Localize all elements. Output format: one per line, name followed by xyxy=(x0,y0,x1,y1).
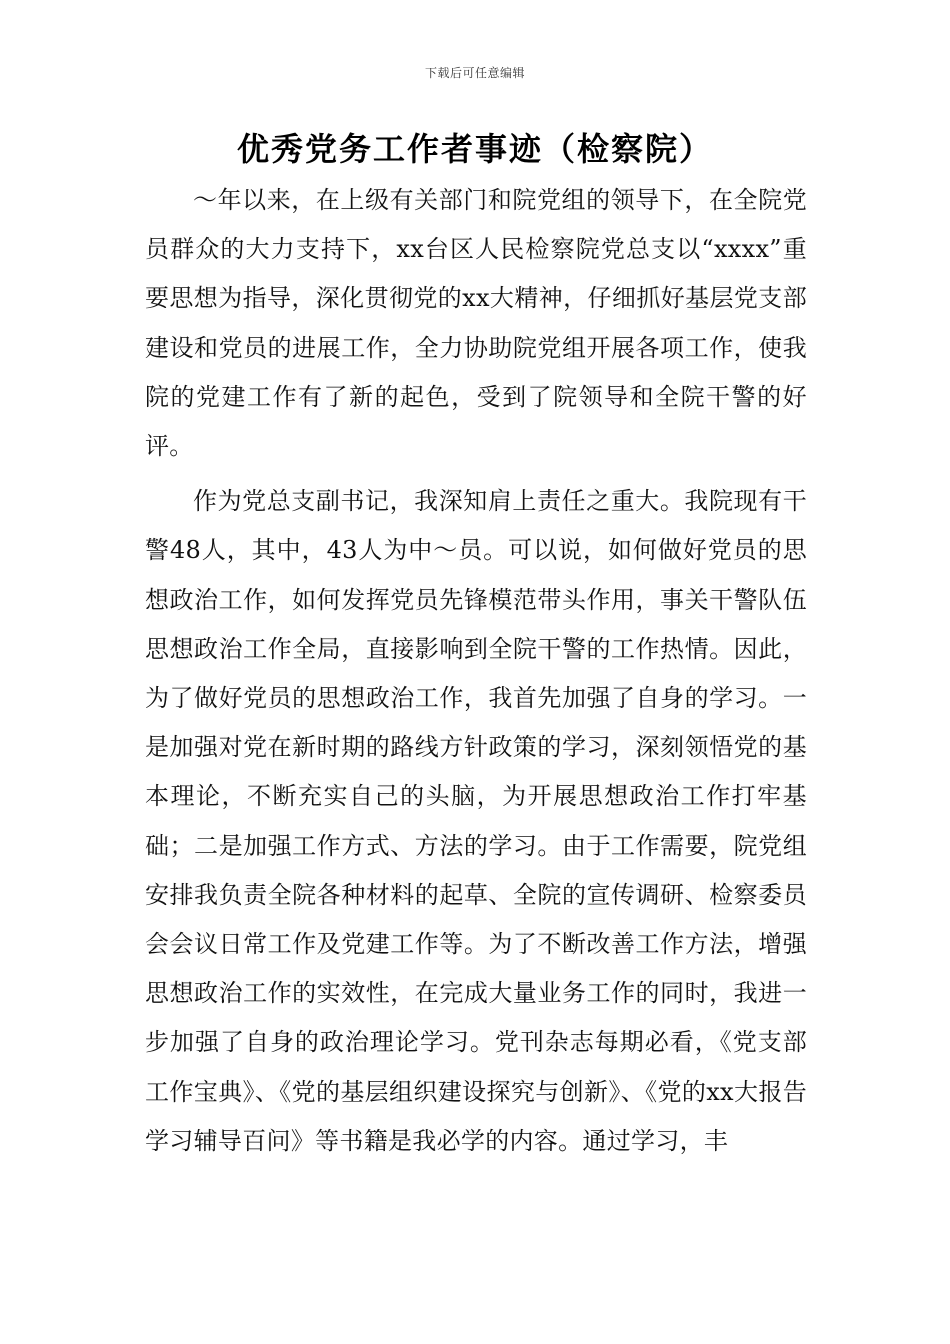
paragraph-1: ～年以来，在上级有关部门和院党组的领导下，在全院党员群众的大力支持下，xx台区人民检察院党总支以“xxxx”重要思想为指导，深化贯彻党的xx大精神，仔细抓好基层党支部建设和党员的进展工作，全力协助院党组开展各项工作，使我院的党建工作有了新的起色，受到了院领导和全院干警的好评。 xyxy=(145,186,807,461)
header-note: 下载后可任意编辑 xyxy=(424,66,525,80)
document-body xyxy=(145,176,807,1166)
paragraph-2: 作为党总支副书记，我深知肩上责任之重大。我院现有干警48人，其中，43人为中～员。可以说，如何做好党员的思想政治工作，如何发挥党员先锋模范带头作用，事关干警队伍思想政治工作全局，直接影响到全院干警的工作热情。因此，为了做好党员的思想政治工作，我首先加强了自身的学习。一是加强对党在新时期的路线方针政策的学习，深刻领悟党的基本理论，不断充实自己的头脑，为开展思想政治工作打牢基础；二是加强工作方式、方法的学习。由于工作需要，院党组安排我负责全院各种材料的起草、全院的宣传调研、检察委员会会议日常工作及党建工作等。为了不断改善工作方法，增强思想政治工作的实效性，在完成大量业务工作的同时，我进一步加强了自身的政治理论学习。党刊杂志每期必看，《党支部工作宝典》、《党的基层组织建设探究与创新》、《党的xx大报告学习辅导百问》等书籍是我必学的内容。通过学习，丰 xyxy=(145,487,807,1155)
document-title: 优秀党务工作者事迹（检察院） xyxy=(236,130,713,168)
